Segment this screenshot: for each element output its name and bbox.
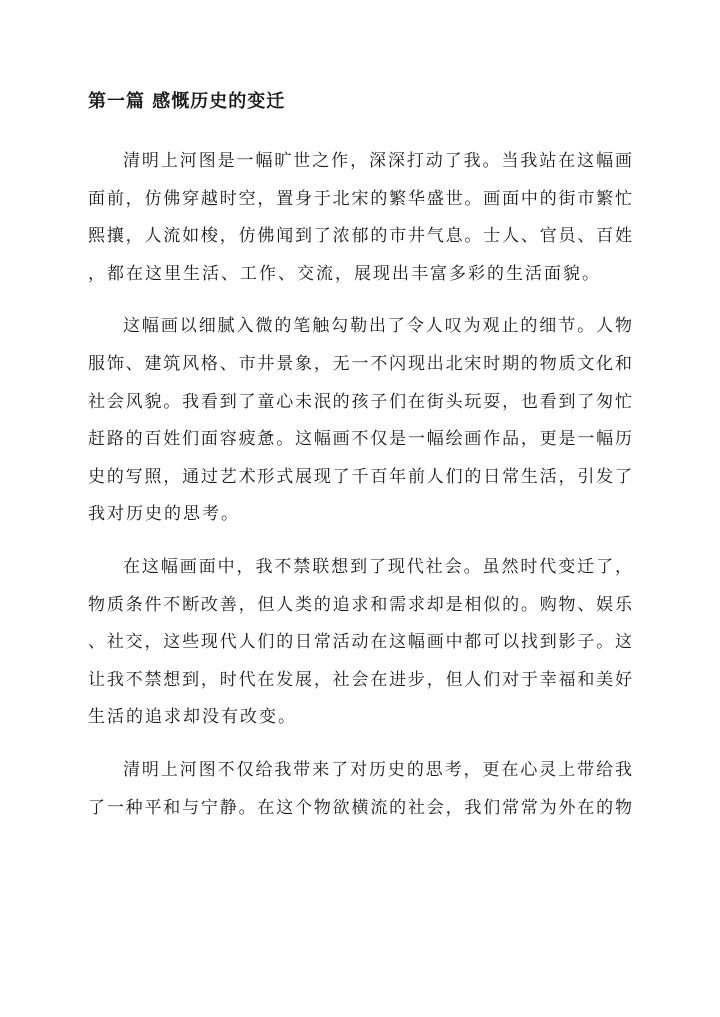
text-line: 服饰、建筑风格、市井景象，无一不闪现出北宋时期的物质文化和 [88,353,632,374]
paragraph-4 [88,752,632,827]
text-line: 我对历史的思考。 [88,504,240,525]
text-line: 在这幅画面中，我不禁联想到了现代社会。虽然时代变迁了， [123,556,632,577]
text-line: 史的写照，通过艺术形式展现了千百年前人们的日常生活，引发了 [88,466,632,487]
document-body [88,143,632,827]
paragraph-gap [88,737,632,752]
text-line: 生活的追求却没有改变。 [88,707,297,728]
paragraph-1 [88,143,632,293]
paragraph-2 [88,308,632,534]
text-line: 赶路的百姓们面容疲惫。这幅画不仅是一幅绘画作品，更是一幅历 [88,429,632,450]
text-line: 物质条件不断改善，但人类的追求和需求却是相似的。购物、娱乐 [88,594,632,615]
document-title: 第一篇 感慨历史的变迁 [88,91,286,112]
text-line: 清明上河图是一幅旷世之作，深深打动了我。当我站在这幅画 [123,151,632,171]
paragraph-3 [88,549,632,737]
text-line: ，都在这里生活、工作、交流，展现出丰富多彩的生活面貌。 [88,263,601,284]
text-line: 让我不禁想到，时代在发展，社会在进步，但人们对于幸福和美好 [88,669,632,690]
text-line: 了一种平和与宁静。在这个物欲横流的社会，我们常常为外在的物 [88,797,632,818]
text-line: 、社交，这些现代人们的日常活动在这幅画中都可以找到影子。这 [88,632,632,653]
text-line: 这幅画以细腻入微的笔触勾勒出了令人叹为观止的细节。人物 [123,316,632,337]
text-line: 清明上河图不仅给我带来了对历史的思考，更在心灵上带给我 [123,759,632,780]
paragraph-gap [88,293,632,308]
text-line: 面前，仿佛穿越时空，置身于北宋的繁华盛世。画面中的街市繁忙 [88,188,632,209]
text-line: 熙攘，人流如梭，仿佛闻到了浓郁的市井气息。士人、官员、百姓 [88,226,632,247]
text-line: 社会风貌。我看到了童心未泯的孩子们在街头玩耍，也看到了匆忙 [88,391,632,412]
paragraph-gap [88,534,632,549]
